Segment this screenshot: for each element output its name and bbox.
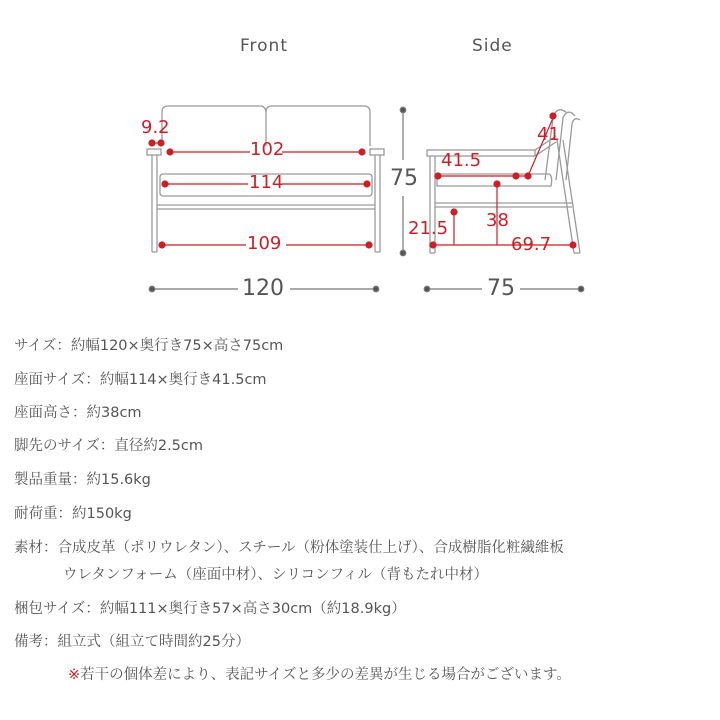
- leg-depth-label: 69.7: [511, 234, 552, 255]
- disclaimer-note: [68, 663, 571, 684]
- spec-seat-size: 座面サイズ：約幅114×奥行き41.5cm: [14, 372, 267, 388]
- spec-seat-height: 座面高さ：約38cm: [14, 405, 142, 421]
- leg-span-label: 109: [247, 233, 282, 254]
- leg-height-label: 21.5: [408, 218, 449, 239]
- back-height-label: 41: [537, 124, 560, 145]
- spec-material: 素材：合成皮革（ポリウレタン）、スチール（粉体塗装仕上げ）、合成樹脂化粧繊維板: [14, 540, 564, 556]
- note-mark: ※: [68, 667, 81, 683]
- spec-load: 耐荷重：約150kg: [14, 506, 132, 522]
- spec-remarks: 備考：組立式（組立て時間約25分）: [14, 634, 250, 650]
- total-height-label: 75: [390, 166, 418, 191]
- front-view-title: Front: [240, 36, 288, 56]
- armrest-thickness-label: 9.2: [141, 117, 170, 138]
- seat-height-label: 38: [486, 210, 509, 231]
- arm-inner-width-label: 102: [250, 139, 285, 160]
- total-width-label: 120: [242, 276, 284, 301]
- seat-depth-label: 41.5: [441, 150, 482, 171]
- dimension-diagram: [0, 0, 720, 310]
- spec-size: サイズ：約幅120×奥行き75×高さ75cm: [14, 338, 284, 354]
- spec-weight: 製品重量：約15.6kg: [14, 472, 151, 488]
- spec-material-continued: ウレタンフォーム（座面中材）、シリコンフィル（背もたれ中材）: [63, 567, 488, 583]
- note-text: 若干の個体差により、表記サイズと多少の差異が生じる場合がございます。: [80, 667, 571, 683]
- spec-package: 梱包サイズ：約幅111×奥行き57×高さ30cm（約18.9kg）: [14, 601, 406, 617]
- total-depth-label: 75: [487, 276, 515, 301]
- seat-width-label: 114: [249, 172, 284, 193]
- side-view-title: Side: [472, 36, 513, 56]
- spec-leg-size: 脚先のサイズ：直径約2.5cm: [14, 438, 203, 454]
